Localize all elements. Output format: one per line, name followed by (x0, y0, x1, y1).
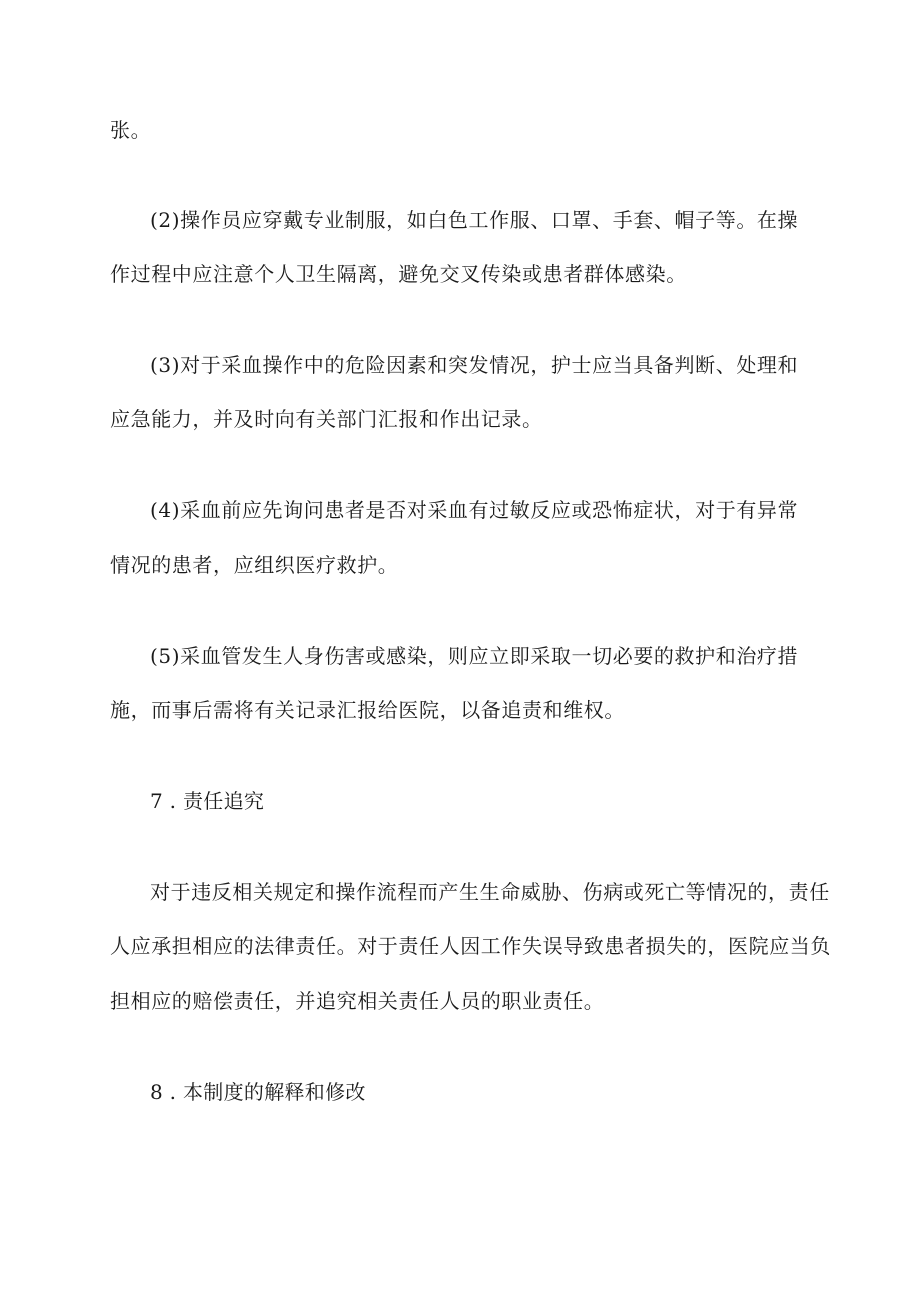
paragraph-continuation-line: 张。 (110, 118, 152, 142)
section-8-heading: 8 . 本制度的解释和修改 (150, 1080, 366, 1104)
section-7-line-2: 人应承担相应的法律责任。对于责任人因工作失误导致患者损失的，医院应当负 (110, 934, 831, 958)
item-2-line-2: 作过程中应注意个人卫生隔离，避免交叉传染或患者群体感染。 (110, 262, 687, 286)
section-7-line-1: 对于违反相关规定和操作流程而产生生命威胁、伤病或死亡等情况的，责任 (150, 880, 830, 904)
item-4-line-1: (4)采血前应先询问患者是否对采血有过敏反应或恐怖症状，对于有异常 (150, 498, 799, 522)
section-7-heading: 7 . 责任追究 (150, 789, 265, 813)
item-5-line-1: (5)采血管发生人身伤害或感染，则应立即采取一切必要的救护和治疗措 (150, 644, 799, 668)
section-7-line-3: 担相应的赔偿责任，并追究相关责任人员的职业责任。 (110, 989, 605, 1013)
item-3-line-1: (3)对于采血操作中的危险因素和突发情况，护士应当具备判断、处理和 (150, 353, 799, 377)
item-2-line-1: (2)操作员应穿戴专业制服，如白色工作服、口罩、手套、帽子等。在操 (150, 208, 799, 232)
item-5-line-2: 施，而事后需将有关记录汇报给医院，以备追责和维权。 (110, 698, 625, 722)
item-3-line-2: 应急能力，并及时向有关部门汇报和作出记录。 (110, 407, 543, 431)
item-4-line-2: 情况的患者，应组织医疗救护。 (110, 553, 399, 577)
